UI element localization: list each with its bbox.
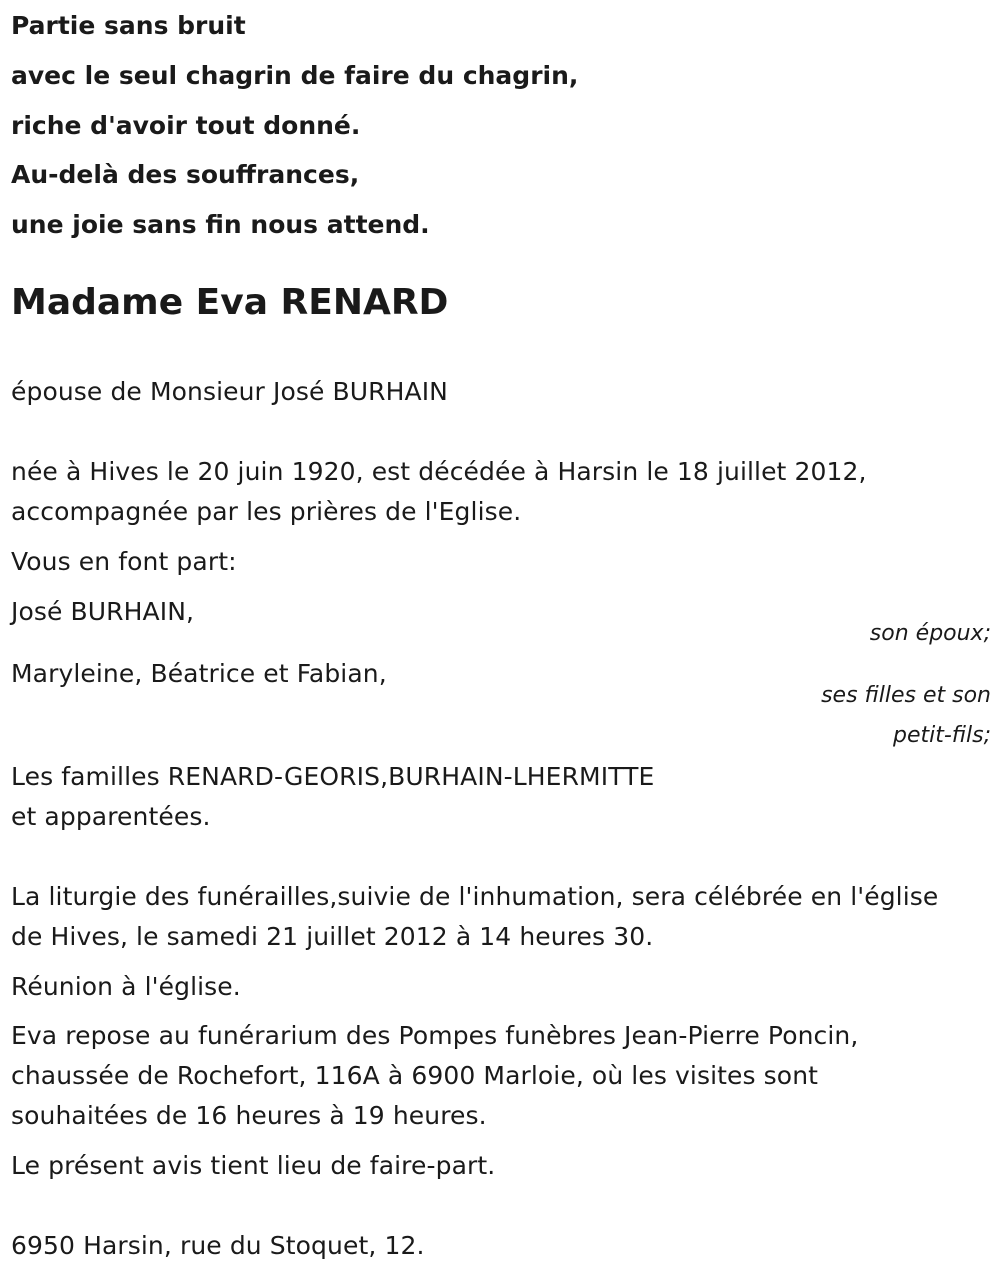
family-member-relation: ses filles et son [821,683,991,708]
poem-line: une joie sans fin nous attend. [11,210,430,239]
poem-line: Au-delà des souffrances, [11,160,360,189]
families-line: Les familles RENARD-GEORIS,BURHAIN-LHERMITTE [11,762,655,791]
announce-line: Vous en font part: [11,547,237,576]
birth-death-line: accompagnée par les prières de l'Eglise. [11,497,522,526]
funeral-line: La liturgie des funérailles,suivie de l'inhumation, sera célébrée en l'église [11,882,939,911]
poem-line: riche d'avoir tout donné. [11,111,361,140]
visitation-line: Eva repose au funérarium des Pompes funèbres Jean-Pierre Poncin, [11,1021,859,1050]
visitation-line: chaussée de Rochefort, 116A à 6900 Marloie, où les visites sont [11,1061,819,1090]
family-member-name: Maryleine, Béatrice et Fabian, [11,659,387,688]
poem-line: Partie sans bruit [11,11,246,40]
spouse-line: épouse de Monsieur José BURHAIN [11,377,448,406]
families-line: et apparentées. [11,802,211,831]
family-member-relation: petit-fils; [892,723,991,748]
birth-death-line: née à Hives le 20 juin 1920, est décédée à Harsin le 18 juillet 2012, [11,457,867,486]
funeral-line: de Hives, le samedi 21 juillet 2012 à 14 heures 30. [11,922,654,951]
deceased-name: Madame Eva RENARD [11,282,449,323]
poem-line: avec le seul chagrin de faire du chagrin, [11,61,579,90]
family-member-name: José BURHAIN, [11,597,195,626]
notice-line: Le présent avis tient lieu de faire-part. [11,1151,496,1180]
visitation-line: souhaitées de 16 heures à 19 heures. [11,1101,487,1130]
address-line: 6950 Harsin, rue du Stoquet, 12. [11,1231,425,1260]
family-member-relation: son époux; [869,621,991,646]
reunion-line: Réunion à l'église. [11,972,241,1001]
